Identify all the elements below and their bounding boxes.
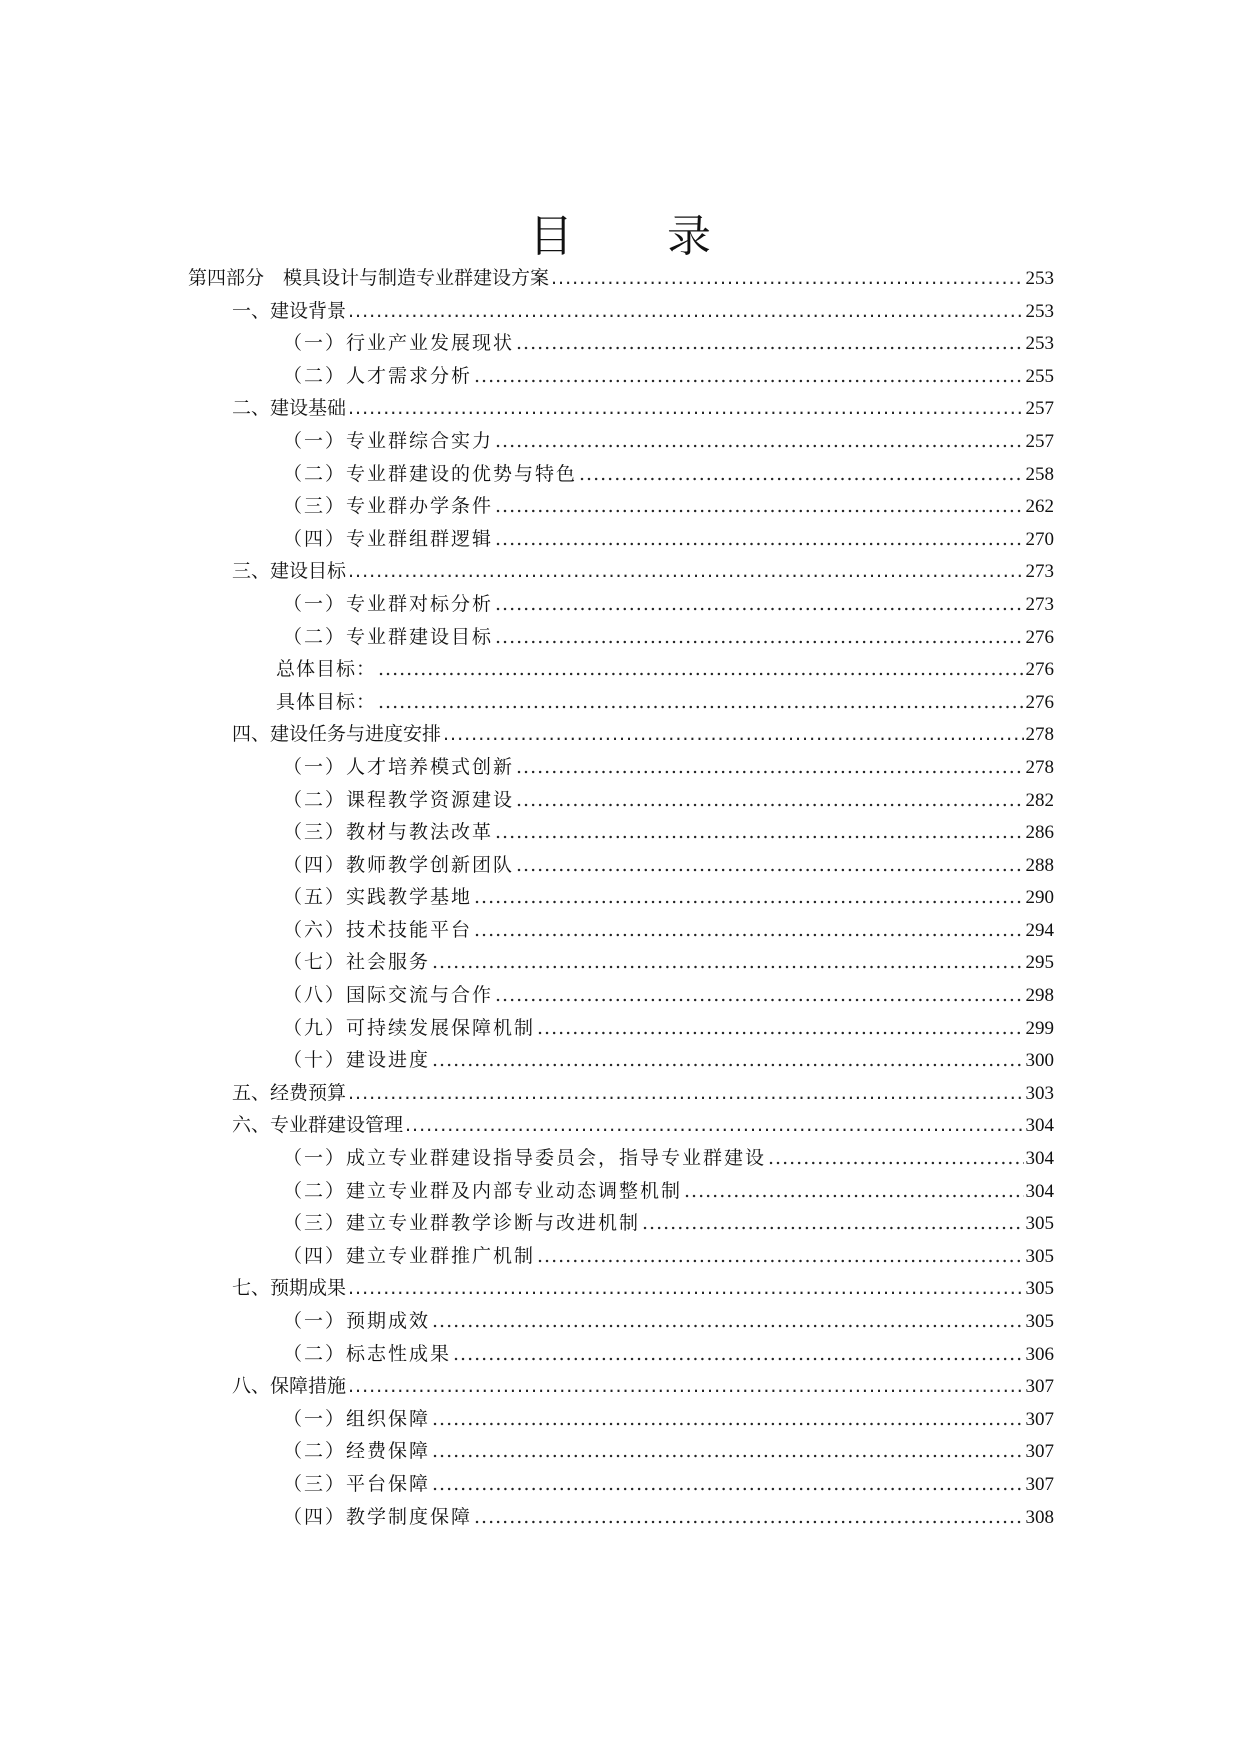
toc-entry-label: （一）组织保障 (283, 1407, 431, 1430)
toc-page-number: 290 (1025, 887, 1054, 909)
toc-entry-label: 具体目标： (276, 690, 377, 713)
toc-page-number: 255 (1025, 365, 1054, 387)
toc-entry[interactable] (0, 881, 1240, 914)
toc-leader-dots (432, 1403, 1023, 1436)
toc-page-number: 273 (1025, 593, 1054, 615)
toc-leader-dots (405, 1109, 1023, 1142)
toc-entry-label: （四）专业群组群逻辑 (283, 527, 494, 550)
toc-leader-dots (579, 458, 1023, 491)
toc-entry-label: 八、保障措施 (232, 1375, 347, 1398)
toc-entry-label: 六、专业群建设管理 (232, 1114, 404, 1137)
toc-entry[interactable] (0, 1142, 1240, 1175)
toc-entry-label: （五）实践教学基地 (283, 886, 473, 909)
toc-leader-dots (495, 621, 1023, 654)
toc-page-number: 286 (1025, 822, 1054, 844)
toc-leader-dots (516, 849, 1023, 882)
toc-page-number: 305 (1025, 1311, 1054, 1332)
toc-entry-label: 一、建设背景 (232, 299, 347, 322)
toc-entry[interactable] (0, 849, 1240, 882)
toc-page-number: 282 (1025, 789, 1054, 811)
toc-page-number: 253 (1025, 333, 1054, 355)
toc-entry-label: （二）建立专业群及内部专业动态调整机制 (283, 1179, 683, 1202)
toc-entry[interactable] (0, 295, 1240, 328)
toc-leader-dots (495, 816, 1023, 849)
toc-entry-label: （二）人才需求分析 (283, 364, 473, 387)
toc-leader-dots (768, 1142, 1023, 1175)
toc-entry-label: （二）课程教学资源建设 (283, 788, 515, 811)
table-of-contents (0, 262, 1240, 1533)
toc-leader-dots (495, 523, 1023, 556)
toc-page-number: 253 (1025, 268, 1054, 289)
toc-entry[interactable] (0, 1435, 1240, 1468)
toc-page-number: 278 (1025, 724, 1054, 746)
toc-entry-label: （八）国际交流与合作 (283, 984, 494, 1007)
toc-entry[interactable] (0, 327, 1240, 360)
toc-entry[interactable] (0, 360, 1240, 393)
toc-leader-dots (378, 686, 1023, 719)
toc-leader-dots (348, 295, 1023, 328)
toc-entry-label: （三）建立专业群教学诊断与改进机制 (283, 1212, 641, 1235)
toc-entry[interactable] (0, 1501, 1240, 1534)
toc-entry-label: （一）成立专业群建设指导委员会，指导专业群建设 (283, 1147, 767, 1170)
toc-entry-label: 四、建设任务与进度安排 (232, 723, 442, 746)
toc-page-number: 273 (1025, 561, 1054, 583)
toc-page-number: 307 (1025, 1376, 1054, 1398)
toc-entry-label: （九）可持续发展保障机制 (283, 1016, 536, 1039)
toc-page-number: 306 (1025, 1343, 1054, 1365)
toc-entry[interactable] (0, 1305, 1240, 1338)
toc-page-number: 294 (1025, 919, 1054, 941)
toc-entry-label: 总体目标： (276, 658, 377, 681)
toc-entry[interactable] (0, 555, 1240, 588)
toc-page-number: 270 (1025, 528, 1054, 550)
toc-leader-dots (516, 327, 1023, 360)
toc-entry-label: （一）专业群综合实力 (283, 429, 494, 452)
toc-entry-label: （一）行业产业发展现状 (283, 332, 515, 355)
toc-entry-label: （二）经费保障 (283, 1440, 431, 1463)
toc-leader-dots (551, 262, 1023, 295)
toc-entry-label: 第四部分 模具设计与制造专业群建设方案 (188, 267, 550, 289)
toc-entry-label: （四）建立专业群推广机制 (283, 1244, 536, 1267)
toc-page-number: 278 (1025, 756, 1054, 778)
toc-page-number: 276 (1025, 691, 1054, 713)
toc-leader-dots (516, 751, 1023, 784)
toc-page-number: 307 (1025, 1473, 1054, 1495)
toc-page-number: 305 (1025, 1213, 1054, 1235)
toc-page-number: 276 (1025, 659, 1054, 681)
toc-entry[interactable] (0, 490, 1240, 523)
toc-entry[interactable] (0, 1240, 1240, 1273)
toc-leader-dots (348, 555, 1023, 588)
toc-leader-dots (443, 718, 1023, 751)
toc-entry[interactable] (0, 392, 1240, 425)
toc-entry[interactable] (0, 1403, 1240, 1436)
toc-entry-label: 二、建设基础 (232, 397, 347, 420)
toc-entry-label: （一）人才培养模式创新 (283, 755, 515, 778)
toc-page-number: 304 (1025, 1180, 1054, 1202)
toc-leader-dots (474, 1501, 1023, 1534)
toc-entry-label: （一）预期成效 (283, 1310, 431, 1332)
toc-entry[interactable] (0, 914, 1240, 947)
toc-page-number: 257 (1025, 398, 1054, 420)
toc-entry-label: （四）教学制度保障 (283, 1505, 473, 1528)
toc-entry[interactable] (0, 1012, 1240, 1045)
toc-leader-dots (516, 784, 1023, 817)
toc-entry[interactable] (0, 718, 1240, 751)
toc-entry[interactable] (0, 1272, 1240, 1305)
toc-entry-label: （三）平台保障 (283, 1472, 431, 1495)
toc-entry[interactable] (0, 653, 1240, 686)
toc-page-number: 295 (1025, 952, 1054, 974)
toc-leader-dots (495, 588, 1023, 621)
toc-entry-label: （二）专业群建设的优势与特色 (283, 462, 578, 485)
toc-entry[interactable] (0, 979, 1240, 1012)
toc-leader-dots (642, 1207, 1023, 1240)
page-title: 目 录 (529, 211, 751, 262)
toc-page-number: 308 (1025, 1506, 1054, 1528)
toc-page-number: 303 (1025, 1082, 1054, 1104)
toc-entry-label: （三）专业群办学条件 (283, 495, 494, 518)
toc-page-number: 305 (1025, 1278, 1054, 1300)
toc-entry-label: （二）标志性成果 (283, 1342, 452, 1365)
toc-entry-label: 五、经费预算 (232, 1081, 347, 1104)
toc-entry-label: 三、建设目标 (232, 560, 347, 583)
toc-entry-label: （四）教师教学创新团队 (283, 853, 515, 876)
toc-entry-label: （十）建设进度 (283, 1049, 431, 1072)
toc-leader-dots (474, 881, 1023, 914)
toc-leader-dots (378, 653, 1023, 686)
toc-entry[interactable] (0, 1109, 1240, 1142)
toc-leader-dots (537, 1240, 1023, 1273)
toc-entry-label: （三）教材与教法改革 (283, 821, 494, 844)
toc-page-number: 305 (1025, 1245, 1054, 1267)
toc-entry[interactable] (0, 1468, 1240, 1501)
toc-leader-dots (684, 1175, 1023, 1208)
toc-page-number: 257 (1025, 430, 1054, 452)
toc-page-number: 253 (1025, 300, 1054, 322)
toc-page-number: 298 (1025, 985, 1054, 1007)
toc-entry[interactable] (0, 751, 1240, 784)
toc-page-number: 299 (1025, 1017, 1054, 1039)
toc-leader-dots (348, 392, 1023, 425)
toc-page-number: 258 (1025, 463, 1054, 485)
toc-entry[interactable] (0, 262, 1240, 295)
toc-page-number: 288 (1025, 854, 1054, 876)
toc-entry-label: （六）技术技能平台 (283, 918, 473, 941)
toc-entry[interactable] (0, 816, 1240, 849)
toc-leader-dots (495, 979, 1023, 1012)
toc-page-number: 304 (1025, 1148, 1054, 1170)
toc-page-number: 307 (1025, 1408, 1054, 1430)
toc-leader-dots (495, 425, 1023, 458)
toc-entry[interactable] (0, 588, 1240, 621)
toc-entry[interactable] (0, 1370, 1240, 1403)
toc-leader-dots (348, 1272, 1023, 1305)
toc-leader-dots (432, 1468, 1023, 1501)
toc-leader-dots (474, 360, 1023, 393)
toc-entry[interactable] (0, 784, 1240, 817)
toc-entry[interactable] (0, 686, 1240, 719)
toc-entry-label: （一）专业群对标分析 (283, 592, 494, 615)
toc-leader-dots (537, 1012, 1023, 1045)
toc-leader-dots (453, 1338, 1023, 1371)
toc-leader-dots (432, 1044, 1023, 1077)
toc-entry[interactable] (0, 621, 1240, 654)
toc-entry[interactable] (0, 1175, 1240, 1208)
toc-entry-label: （七）社会服务 (283, 951, 431, 974)
toc-page-number: 307 (1025, 1441, 1054, 1463)
toc-page-number: 304 (1025, 1115, 1054, 1137)
toc-leader-dots (495, 490, 1023, 523)
toc-entry[interactable] (0, 523, 1240, 556)
toc-leader-dots (432, 946, 1023, 979)
toc-leader-dots (348, 1370, 1023, 1403)
toc-entry[interactable] (0, 1044, 1240, 1077)
toc-entry[interactable] (0, 1338, 1240, 1371)
toc-leader-dots (348, 1077, 1023, 1110)
toc-entry-label: 七、预期成果 (232, 1277, 347, 1300)
toc-entry-label: （二）专业群建设目标 (283, 625, 494, 648)
toc-page-number: 262 (1025, 496, 1054, 518)
toc-entry[interactable] (0, 1207, 1240, 1240)
toc-page-number: 276 (1025, 626, 1054, 648)
toc-entry[interactable] (0, 458, 1240, 491)
toc-entry[interactable] (0, 946, 1240, 979)
toc-entry[interactable] (0, 1077, 1240, 1110)
toc-page-number: 300 (1025, 1050, 1054, 1072)
toc-leader-dots (432, 1435, 1023, 1468)
toc-entry[interactable] (0, 425, 1240, 458)
toc-leader-dots (432, 1305, 1023, 1338)
toc-leader-dots (474, 914, 1023, 947)
